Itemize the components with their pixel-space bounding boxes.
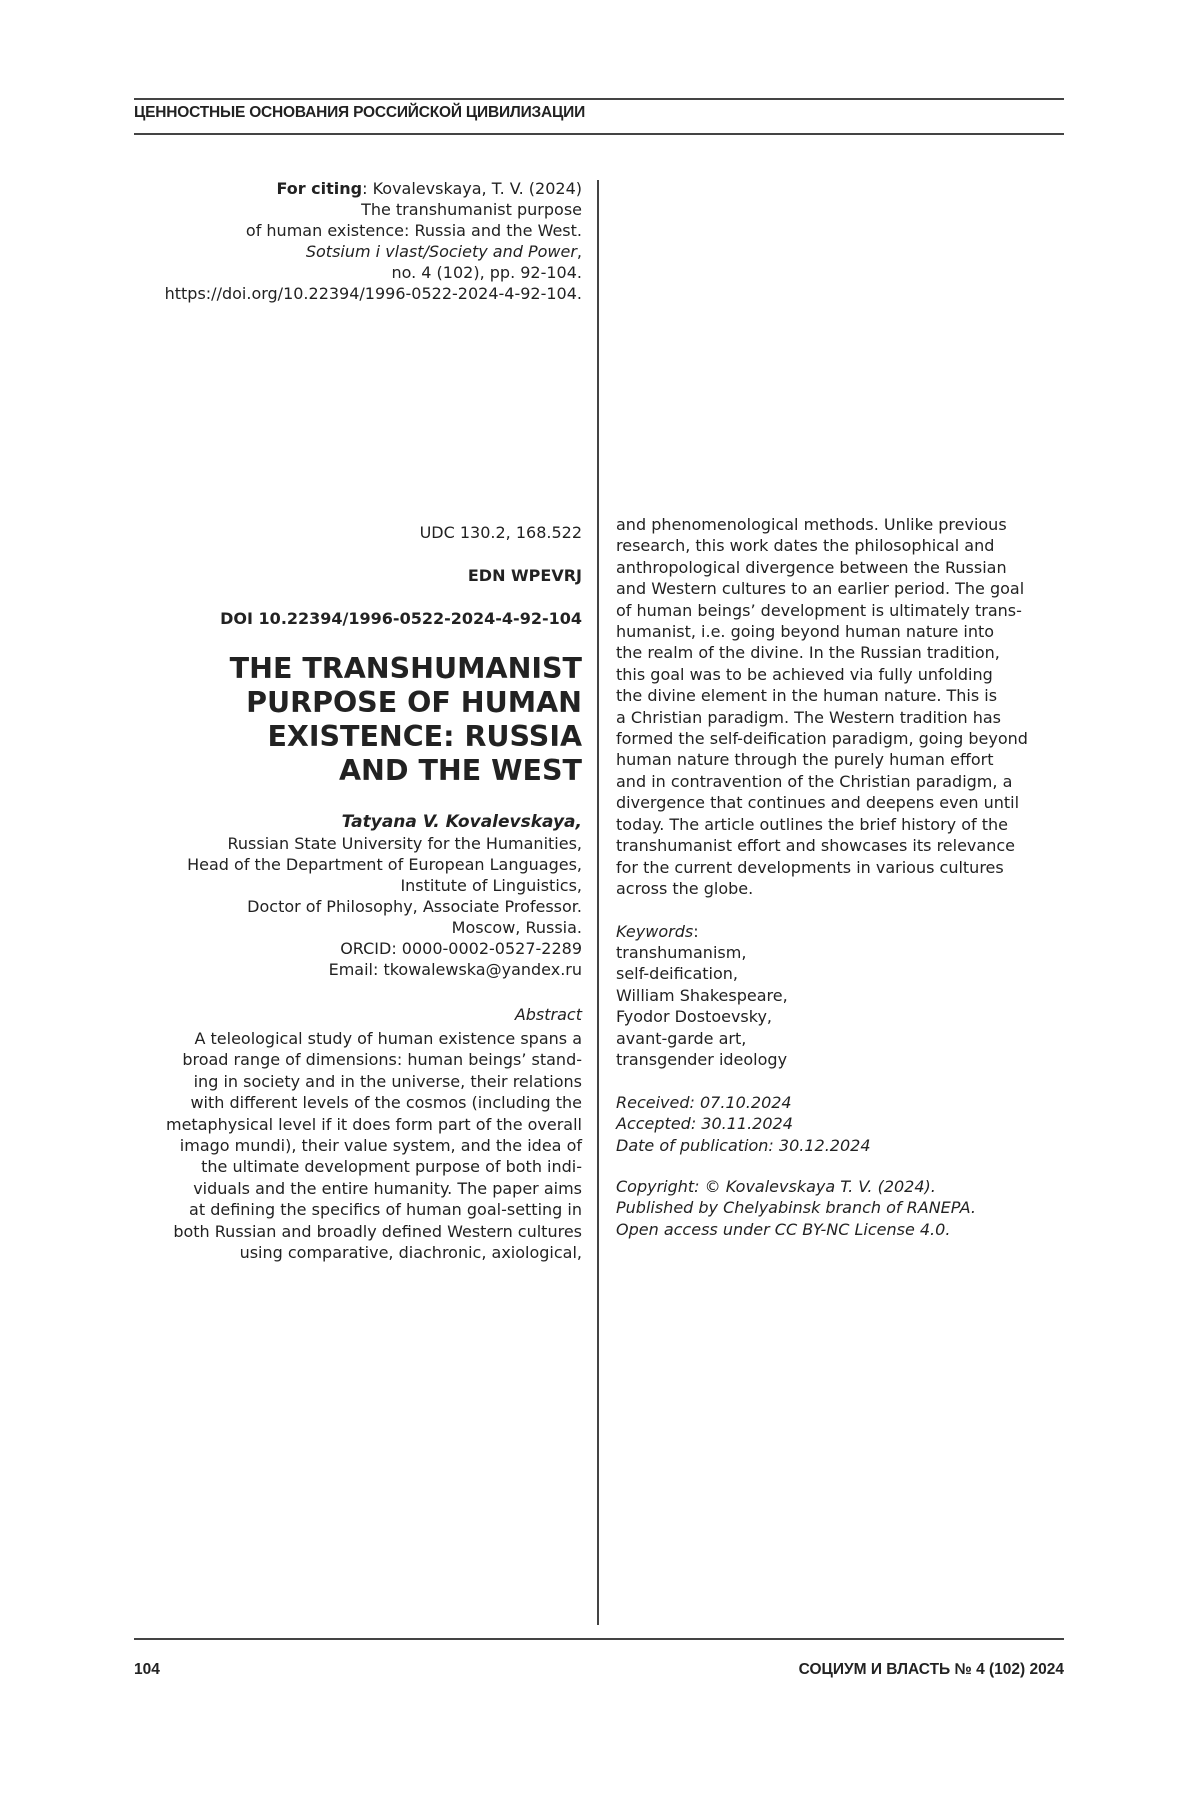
header-rule-bottom [134,133,1064,135]
publisher-line: Published by Chelyabinsk branch of RANEPA. [616,1197,1066,1218]
footer-rule [134,1638,1064,1640]
abstract-line: at defining the specifics of human goal-setting in [120,1199,582,1220]
abstract-line: imago mundi), their value system, and the idea of [120,1135,582,1156]
citation-line2: The transhumanist purpose [102,199,582,220]
author-location: Moscow, Russia. [102,917,582,938]
abstract-line: this goal was to be achieved via fully unfolding [616,664,1066,685]
page-number: 104 [134,1661,160,1679]
copyright-line: Copyright: © Kovalevskaya T. V. (2024). [616,1176,1066,1197]
abstract-line: of human beings’ development is ultimately trans- [616,600,1066,621]
keyword-item: transgender ideology [616,1049,1066,1070]
abstract-line: across the globe. [616,878,1066,899]
author-institute: Institute of Linguistics, [102,875,582,896]
date-received: Received: 07.10.2024 [616,1092,1066,1113]
license-line: Open access under CC BY-NC License 4.0. [616,1219,1066,1240]
column-divider [597,180,599,1625]
citation-line4-rest: , [577,242,582,261]
keywords-label: Keywords [616,922,693,941]
keyword-item: avant-garde art, [616,1028,1066,1049]
title-line: THE TRANSHUMANIST [102,652,582,686]
citation-label: For citing [276,179,362,198]
dates-block [616,1092,1066,1156]
abstract-line: the ultimate development purpose of both indi- [120,1156,582,1177]
abstract-line: and Western cultures to an earlier period. The goal [616,578,1066,599]
article-title [102,652,582,788]
abstract-line: and phenomenological methods. Unlike previous [616,514,1066,535]
abstract-line: formed the self-deification paradigm, going beyond [616,728,1066,749]
date-published: Date of publication: 30.12.2024 [616,1135,1066,1156]
abstract-line: both Russian and broadly defined Western cultures [120,1221,582,1242]
abstract-line: the realm of the divine. In the Russian tradition, [616,642,1066,663]
journal-issue: СОЦИУМ И ВЛАСТЬ № 4 (102) 2024 [799,1661,1064,1679]
edn-code: EDN WPEVRJ [102,565,582,586]
abstract-line: with different levels of the cosmos (including the [120,1092,582,1113]
abstract-line: metaphysical level if it does form part of the overall [120,1114,582,1135]
keyword-item: Fyodor Dostoevsky, [616,1006,1066,1027]
abstract-line: the divine element in the human nature. This is [616,685,1066,706]
abstract-line: for the current developments in various cultures [616,857,1066,878]
citation-block [102,178,582,304]
date-accepted: Accepted: 30.11.2024 [616,1113,1066,1134]
abstract-line: research, this work dates the philosophical and [616,535,1066,556]
citation-doi-link[interactable]: https://doi.org/10.22394/1996-0522-2024-4-92-104. [102,283,582,304]
keywords-heading [616,921,1066,942]
author-block [102,812,582,980]
abstract-heading: Abstract [102,1004,582,1025]
section-title: ЦЕННОСТНЫЕ ОСНОВАНИЯ РОССИЙСКОЙ ЦИВИЛИЗАЦИИ [134,104,585,122]
abstract-line: human nature through the purely human effort [616,749,1066,770]
abstract-line: humanist, i.e. going beyond human nature into [616,621,1066,642]
abstract-line: a Christian paradigm. The Western tradition has [616,707,1066,728]
citation-journal: Sotsium i vlast/Society and Power [306,242,577,261]
abstract-line: broad range of dimensions: human beings’ stand- [120,1049,582,1070]
author-degree: Doctor of Philosophy, Associate Professor. [102,896,582,917]
title-line: PURPOSE OF HUMAN [102,686,582,720]
abstract-line: ing in society and in the universe, their relations [120,1071,582,1092]
keyword-item: transhumanism, [616,942,1066,963]
title-line: AND THE WEST [102,754,582,788]
title-line: EXISTENCE: RUSSIA [102,720,582,754]
author-orcid[interactable]: ORCID: 0000-0002-0527-2289 [102,938,582,959]
abstract-line: A teleological study of human existence spans a [120,1028,582,1049]
citation-line5: no. 4 (102), pp. 92-104. [102,262,582,283]
keyword-item: self-deification, [616,963,1066,984]
keyword-item: William Shakespeare, [616,985,1066,1006]
journal-page [0,0,1200,1797]
abstract-line: using comparative, diachronic, axiological, [120,1242,582,1263]
abstract-left-column [120,1028,582,1263]
author-position: Head of the Department of European Languages, [102,854,582,875]
udc-code: UDC 130.2, 168.522 [102,522,582,543]
abstract-line: viduals and the entire humanity. The paper aims [120,1178,582,1199]
citation-line3: of human existence: Russia and the West. [102,220,582,241]
doi-code: DOI 10.22394/1996-0522-2024-4-92-104 [102,608,582,629]
author-affiliation: Russian State University for the Humanities, [102,833,582,854]
author-name: Tatyana V. Kovalevskaya, [102,812,582,833]
abstract-line: transhumanist effort and showcases its relevance [616,835,1066,856]
header-rule-top [134,98,1064,100]
abstract-right-column [616,514,1066,899]
citation-line1: : Kovalevskaya, T. V. (2024) [362,179,582,198]
abstract-line: divergence that continues and deepens even until [616,792,1066,813]
abstract-line: anthropological divergence between the Russian [616,557,1066,578]
keywords-colon: : [693,922,698,941]
abstract-line: and in contravention of the Christian paradigm, a [616,771,1066,792]
copyright-block [616,1176,1066,1240]
abstract-line: today. The article outlines the brief history of the [616,814,1066,835]
author-email[interactable]: Email: tkowalewska@yandex.ru [102,959,582,980]
keywords-list [616,942,1066,1070]
